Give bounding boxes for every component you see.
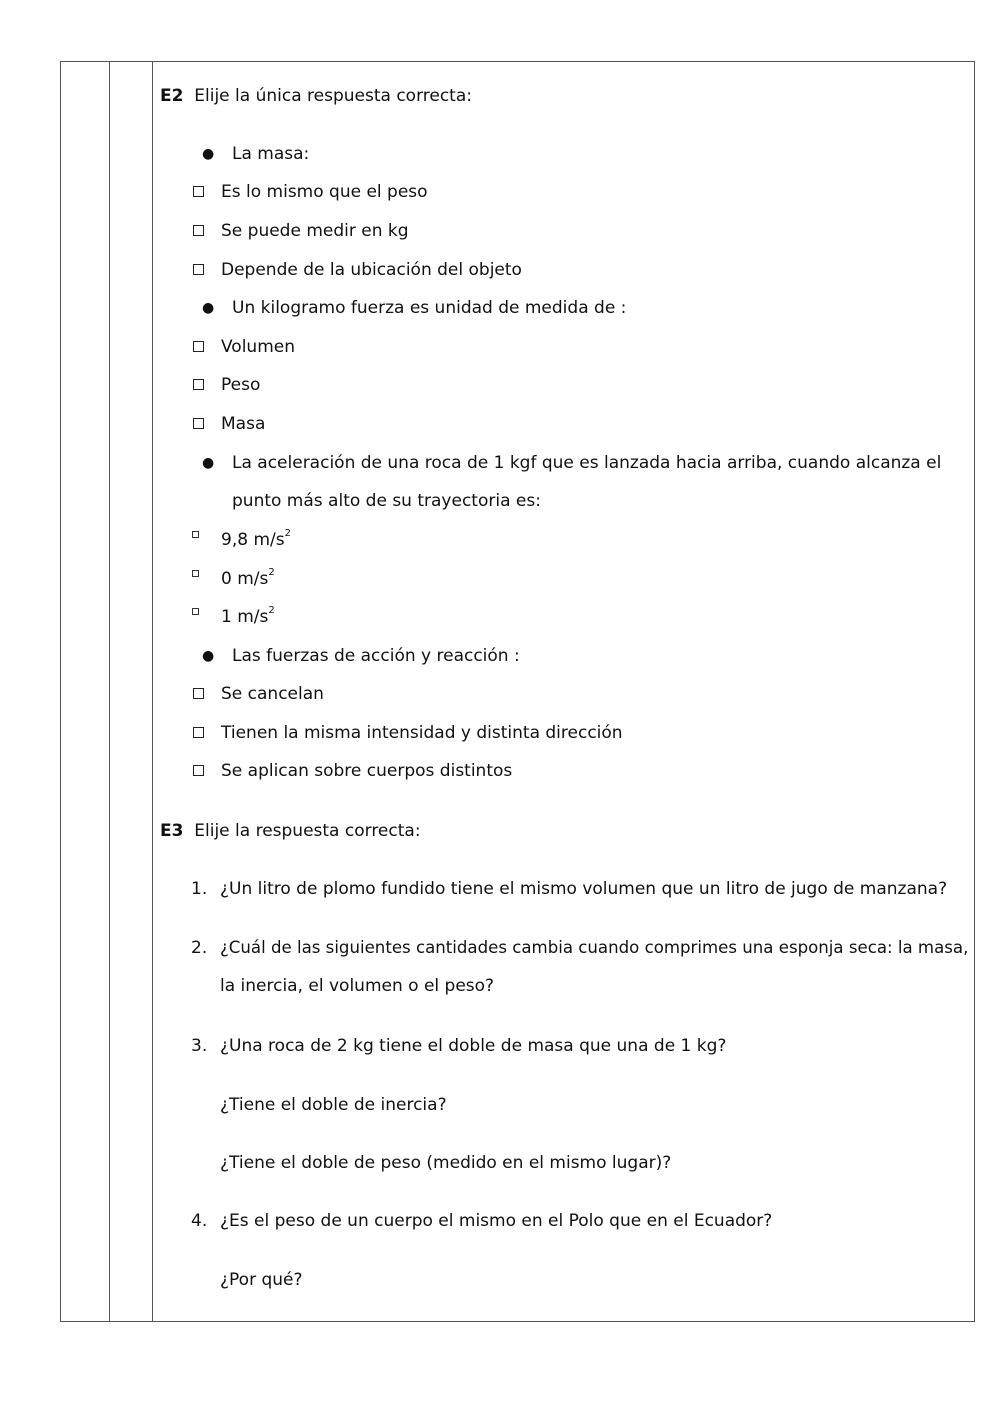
e2-q3-text-line1: La aceleración de una roca de 1 kgf que es lanzada hacia arriba, cuando alcanza el xyxy=(232,453,942,473)
checkbox-icon[interactable] xyxy=(193,264,204,275)
checkbox-icon[interactable] xyxy=(192,608,199,615)
e2-q4-option: Se cancelan xyxy=(221,684,324,704)
e2-q3-option xyxy=(221,606,275,628)
e2-q4-text: Las fuerzas de acción y reacción : xyxy=(232,646,520,666)
bullet-icon: ● xyxy=(202,455,215,471)
checkbox-icon[interactable] xyxy=(193,379,204,390)
checkbox-icon[interactable] xyxy=(193,418,204,429)
checkbox-icon[interactable] xyxy=(193,225,204,236)
item-number: 2. xyxy=(191,938,208,958)
e2-q1-option: Es lo mismo que el peso xyxy=(221,182,428,202)
exponent: 2 xyxy=(268,567,275,579)
e2-q3-option xyxy=(221,529,291,551)
e2-q1-option: Depende de la ubicación del objeto xyxy=(221,260,522,280)
item-number: 4. xyxy=(191,1211,208,1231)
exponent: 2 xyxy=(268,605,275,617)
e3-label: E3 xyxy=(160,821,184,841)
e3-instruction: Elije la respuesta correcta: xyxy=(194,821,421,841)
e3-header xyxy=(160,820,421,842)
e2-q2-option: Volumen xyxy=(221,337,296,357)
exponent: 2 xyxy=(284,528,291,540)
e2-q2-option: Masa xyxy=(221,414,266,434)
checkbox-icon[interactable] xyxy=(192,531,199,538)
e2-label: E2 xyxy=(160,86,184,106)
e3-item-text: la inercia, el volumen o el peso? xyxy=(220,976,495,996)
option-value: 0 m/s xyxy=(221,569,269,589)
bullet-icon: ● xyxy=(202,648,215,664)
e3-item-text: ¿Tiene el doble de peso (medido en el mismo lugar)? xyxy=(220,1153,672,1173)
item-number: 1. xyxy=(191,879,208,899)
e2-q2-option: Peso xyxy=(221,375,261,395)
e3-item-text: ¿Es el peso de un cuerpo el mismo en el Polo que en el Ecuador? xyxy=(220,1211,773,1231)
e2-q3-option xyxy=(221,568,275,590)
item-number: 3. xyxy=(191,1036,208,1056)
e2-q1-text: La masa: xyxy=(232,144,310,164)
checkbox-icon[interactable] xyxy=(193,688,204,699)
e3-item-text: ¿Por qué? xyxy=(220,1270,303,1290)
e2-q4-option: Tienen la misma intensidad y distinta dirección xyxy=(221,723,623,743)
option-value: 9,8 m/s xyxy=(221,530,285,550)
checkbox-icon[interactable] xyxy=(193,727,204,738)
e3-item-text: ¿Una roca de 2 kg tiene el doble de masa que una de 1 kg? xyxy=(220,1036,727,1056)
e2-header xyxy=(160,85,472,107)
option-value: 1 m/s xyxy=(221,607,269,627)
checkbox-icon[interactable] xyxy=(193,341,204,352)
e2-q4-option: Se aplican sobre cuerpos distintos xyxy=(221,761,513,781)
e3-item-text: ¿Tiene el doble de inercia? xyxy=(220,1095,447,1115)
checkbox-icon[interactable] xyxy=(193,765,204,776)
bullet-icon: ● xyxy=(202,300,215,316)
checkbox-icon[interactable] xyxy=(193,186,204,197)
e2-q2-text: Un kilogramo fuerza es unidad de medida de : xyxy=(232,298,627,318)
e3-item-text: ¿Un litro de plomo fundido tiene el mismo volumen que un litro de jugo de manzana? xyxy=(220,879,948,899)
checkbox-icon[interactable] xyxy=(192,570,199,577)
e2-instruction: Elije la única respuesta correcta: xyxy=(194,86,472,106)
e3-item-text: ¿Cuál de las siguientes cantidades cambia cuando comprimes una esponja seca: la masa, xyxy=(220,938,969,957)
e2-q3-text-line2: punto más alto de su trayectoria es: xyxy=(232,491,541,511)
bullet-icon: ● xyxy=(202,146,215,162)
e2-q1-option: Se puede medir en kg xyxy=(221,221,409,241)
